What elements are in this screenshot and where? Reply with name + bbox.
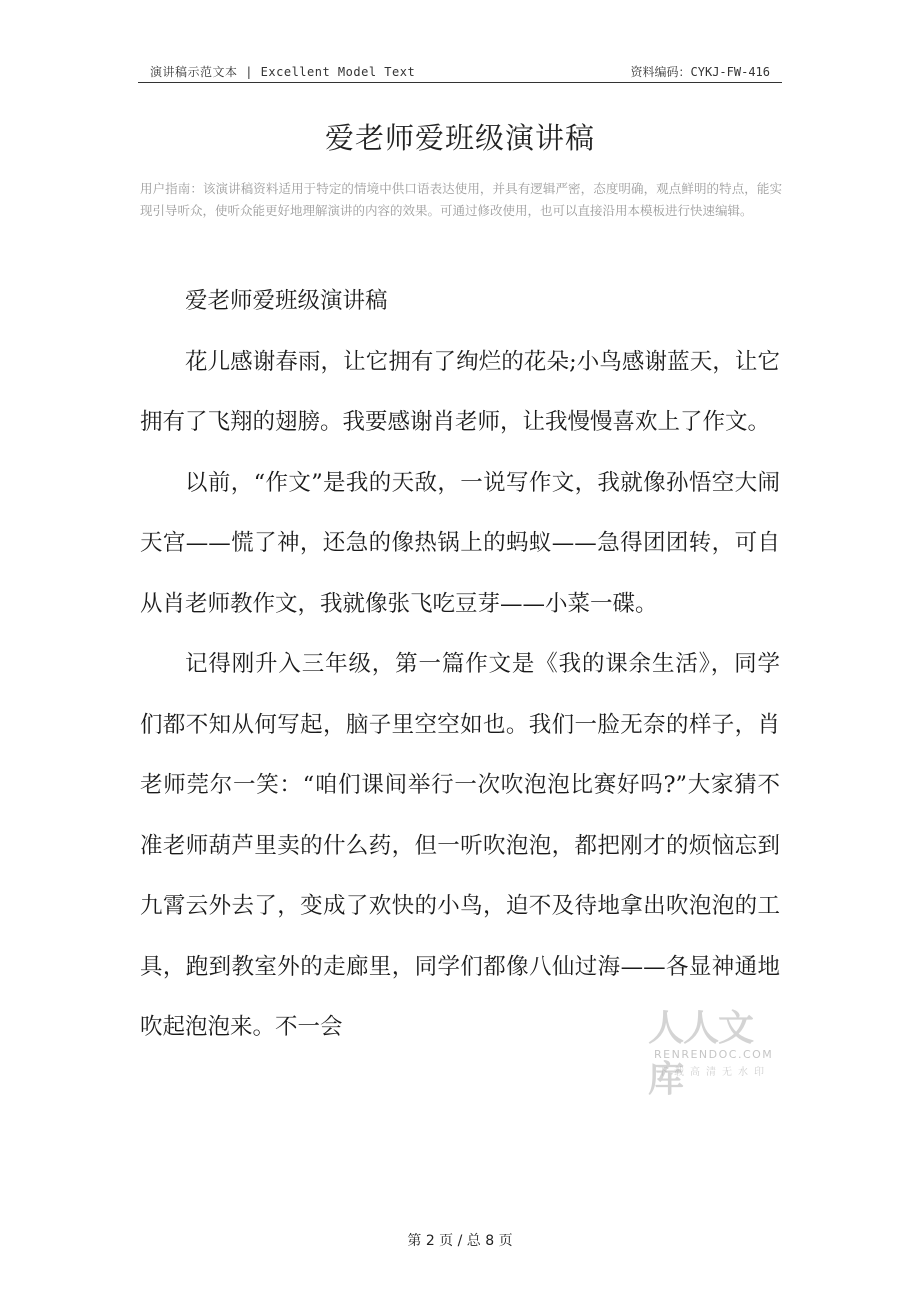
watermark-subtitle: 下载高清无水印: [658, 1067, 770, 1078]
body-paragraph: 以前，“作文”是我的天敌，一说写作文，我就像孙悟空大闹天宫——慌了神，还急的像热锅上的蚂蚁——急得团团转，可自从肖老师教作文，我就像张飞吃豆芽——小菜一碟。: [140, 469, 780, 617]
body-paragraph: 记得刚升入三年级，第一篇作文是《我的课余生活》，同学们都不知从何写起，脑子里空空如也。我们一脸无奈的样子，肖老师莞尔一笑：“咱们课间举行一次吹泡泡比赛好吗?”大家猜不准老师葫芦里卖的什么药，但一听吹泡泡，都把刚才的烦恼忘到九霄云外去了，变成了欢快的小鸟，迫不及待地拿出吹泡泡的工具，跑到教室外的走廊里，同学们都像八仙过海——各显神通地吹起泡泡来。不一会: [140, 651, 780, 1040]
speech-body: [140, 271, 780, 1058]
header-document-code: 资料编码：CYKJ-FW-416: [630, 65, 770, 79]
page-number: 第 2 页 / 总 8 页: [407, 1233, 513, 1249]
watermark-url: RENRENDOC.COM: [654, 1048, 774, 1061]
body-paragraph: 花儿感谢春雨，让它拥有了绚烂的花朵;小鸟感谢蓝天，让它拥有了飞翔的翅膀。我要感谢肖老师，让我慢慢喜欢上了作文。: [140, 348, 780, 435]
document-title: 爱老师爱班级演讲稿: [324, 121, 595, 155]
page-header: [138, 60, 782, 83]
body-paragraph: 爱老师爱班级演讲稿: [185, 288, 388, 314]
header-series-label: 演讲稿示范文本 | Excellent Model Text: [150, 65, 416, 79]
user-guide-note: 用户指南：该演讲稿资料适用于特定的情境中供口语表达使用，并具有逻辑严密，态度明确，观点鲜明的特点，能实现引导听众，使听众能更好地理解演讲的内容的效果。可通过修改使用，也可以直接沿用本模板进行快速编辑。: [140, 181, 782, 218]
watermark-logo: 人人文库: [648, 1008, 754, 1100]
